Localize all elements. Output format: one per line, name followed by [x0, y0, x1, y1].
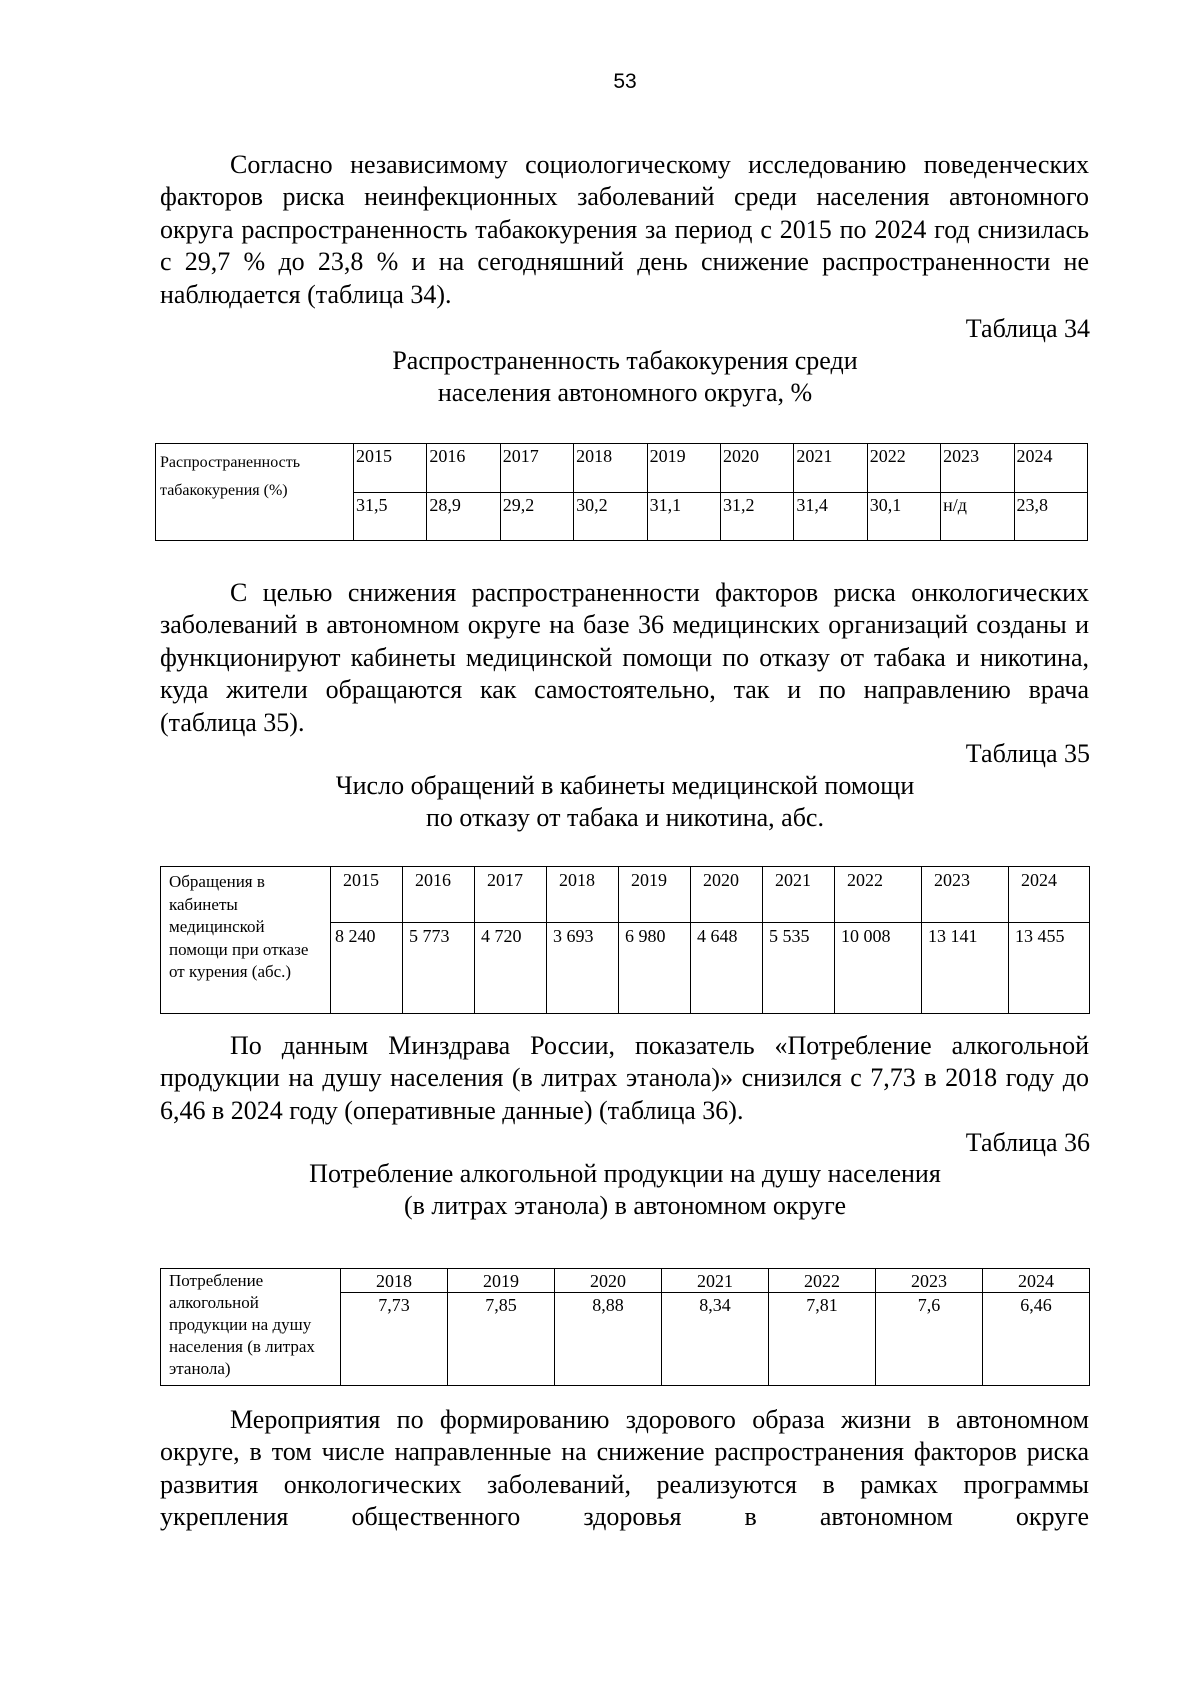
table-35-year-cell: 2019	[619, 867, 691, 923]
table-36-year-row	[161, 1269, 1090, 1293]
table-36	[160, 1268, 1090, 1386]
table-36-label: Таблица 36	[965, 1128, 1090, 1157]
table-34-title-line-1: Распространенность табакокурения среди	[392, 346, 858, 375]
table-36-year-cell: 2022	[769, 1269, 876, 1293]
table-36-value-cell: 7,85	[448, 1293, 555, 1386]
table-35-label: Таблица 35	[965, 739, 1090, 768]
table-34-year-cell: 2024	[1014, 444, 1087, 493]
table-35-title	[200, 770, 1050, 835]
table-34-value-cell: 30,1	[867, 492, 940, 541]
table-35-value-cell: 10 008	[835, 923, 922, 1014]
table-35-value-cell: 5 773	[403, 923, 475, 1014]
table-34-year-cell: 2019	[647, 444, 720, 493]
table-34-label: Таблица 34	[965, 314, 1090, 343]
table-34-year-cell: 2016	[427, 444, 500, 493]
paragraph-healthy-lifestyle: Мероприятия по формированию здорового образа жизни в автономном округе, в том числе направленные на снижение распространения факторов риска развития онкологических заболеваний, реализуются в рамках программы укрепления общественного здоровья в автономном округе	[160, 1405, 1089, 1532]
table-35-year-cell: 2015	[331, 867, 403, 923]
table-35-year-cell: 2022	[835, 867, 922, 923]
table-35-title-line-1: Число обращений в кабинеты медицинской помощи	[335, 771, 915, 800]
page-number: 53	[613, 70, 637, 93]
table-36-year-cell: 2019	[448, 1269, 555, 1293]
table-36-year-cell: 2023	[876, 1269, 983, 1293]
table-36-row-header: Потребление алкогольной продукции на душу населения (в литрах этанола)	[161, 1269, 341, 1386]
table-34-value-cell: н/д	[941, 492, 1014, 541]
table-35-year-cell: 2023	[922, 867, 1009, 923]
table-35-value-cell: 4 720	[475, 923, 547, 1014]
table-34-year-cell: 2023	[941, 444, 1014, 493]
table-36-title	[200, 1158, 1050, 1223]
table-35-year-cell: 2016	[403, 867, 475, 923]
table-35-year-cell: 2018	[547, 867, 619, 923]
table-34-title-line-2: населения автономного округа, %	[437, 378, 813, 408]
table-36-year-cell: 2018	[341, 1269, 448, 1293]
table-34-value-cell: 31,5	[354, 492, 427, 541]
table-35-year-cell: 2024	[1009, 867, 1090, 923]
paragraph-alcohol-consumption: По данным Минздрава России, показатель «Потребление алкогольной продукции на душу населения (в литрах этанола)» снизился с 7,73 в 2018 году до 6,46 в 2024 году (оперативные данные) (таблица 36).	[160, 1031, 1089, 1125]
table-36-year-cell: 2024	[983, 1269, 1090, 1293]
table-35-year-cell: 2017	[475, 867, 547, 923]
table-34-value-cell: 23,8	[1014, 492, 1087, 541]
table-36-title-line-1: Потребление алкогольной продукции на душу населения	[309, 1159, 941, 1188]
table-35-year-cell: 2020	[691, 867, 763, 923]
table-34-value-cell: 31,1	[647, 492, 720, 541]
table-35-value-cell: 13 141	[922, 923, 1009, 1014]
table-35-value-cell: 5 535	[763, 923, 835, 1014]
paragraph-cessation-offices: С целью снижения распространенности факторов риска онкологических заболеваний в автономном округе на базе 36 медицинских организаций созданы и функционируют кабинеты медицинской помощи по отказу от табака и никотина, куда жители обращаются как самостоятельно, так и по направлению врача (таблица 35).	[160, 578, 1089, 737]
table-36-value-cell: 7,6	[876, 1293, 983, 1386]
table-34-year-row	[156, 444, 1088, 493]
table-36-year-cell: 2020	[555, 1269, 662, 1293]
table-34-value-cell: 31,4	[794, 492, 867, 541]
table-34-title	[200, 345, 1050, 410]
table-35-value-cell: 13 455	[1009, 923, 1090, 1014]
table-34-value-cell: 28,9	[427, 492, 500, 541]
table-35-row-header: Обращения в кабинеты медицинской помощи при отказе от курения (абс.)	[161, 867, 331, 1014]
table-34-value-cell: 30,2	[574, 492, 647, 541]
table-36-value-cell: 7,81	[769, 1293, 876, 1386]
table-34-year-cell: 2017	[500, 444, 573, 493]
table-36-title-line-2: (в литрах этанола) в автономном округе	[403, 1191, 847, 1221]
table-36-value-cell: 8,34	[662, 1293, 769, 1386]
table-36-value-cell: 8,88	[555, 1293, 662, 1386]
table-34-value-cell: 29,2	[500, 492, 573, 541]
table-34-year-cell: 2018	[574, 444, 647, 493]
table-34-year-cell: 2021	[794, 444, 867, 493]
table-34-value-cell: 31,2	[720, 492, 793, 541]
table-35-year-row	[161, 867, 1090, 923]
table-34-year-cell: 2022	[867, 444, 940, 493]
table-35-year-cell: 2021	[763, 867, 835, 923]
table-34-row-header: Распространенность табакокурения (%)	[156, 444, 354, 541]
table-35-value-cell: 6 980	[619, 923, 691, 1014]
table-34-year-cell: 2020	[720, 444, 793, 493]
table-35-value-cell: 3 693	[547, 923, 619, 1014]
table-36-value-cell: 7,73	[341, 1293, 448, 1386]
table-36-year-cell: 2021	[662, 1269, 769, 1293]
table-35-value-cell: 8 240	[331, 923, 403, 1014]
table-35-title-line-2: по отказу от табака и никотина, абс.	[426, 803, 824, 833]
table-35-value-cell: 4 648	[691, 923, 763, 1014]
table-34	[155, 443, 1088, 541]
paragraph-tobacco-survey: Согласно независимому социологическому исследованию поведенческих факторов риска неинфекционных заболеваний среди населения автономного округа распространенность табакокурения за период с 2015 по 2024 год снизилась с 29,7 % до 23,8 % и на сегодняшний день снижение распространенности не наблюдается (таблица 34).	[160, 150, 1089, 309]
table-35	[160, 866, 1090, 1014]
table-34-year-cell: 2015	[354, 444, 427, 493]
table-36-value-cell: 6,46	[983, 1293, 1090, 1386]
